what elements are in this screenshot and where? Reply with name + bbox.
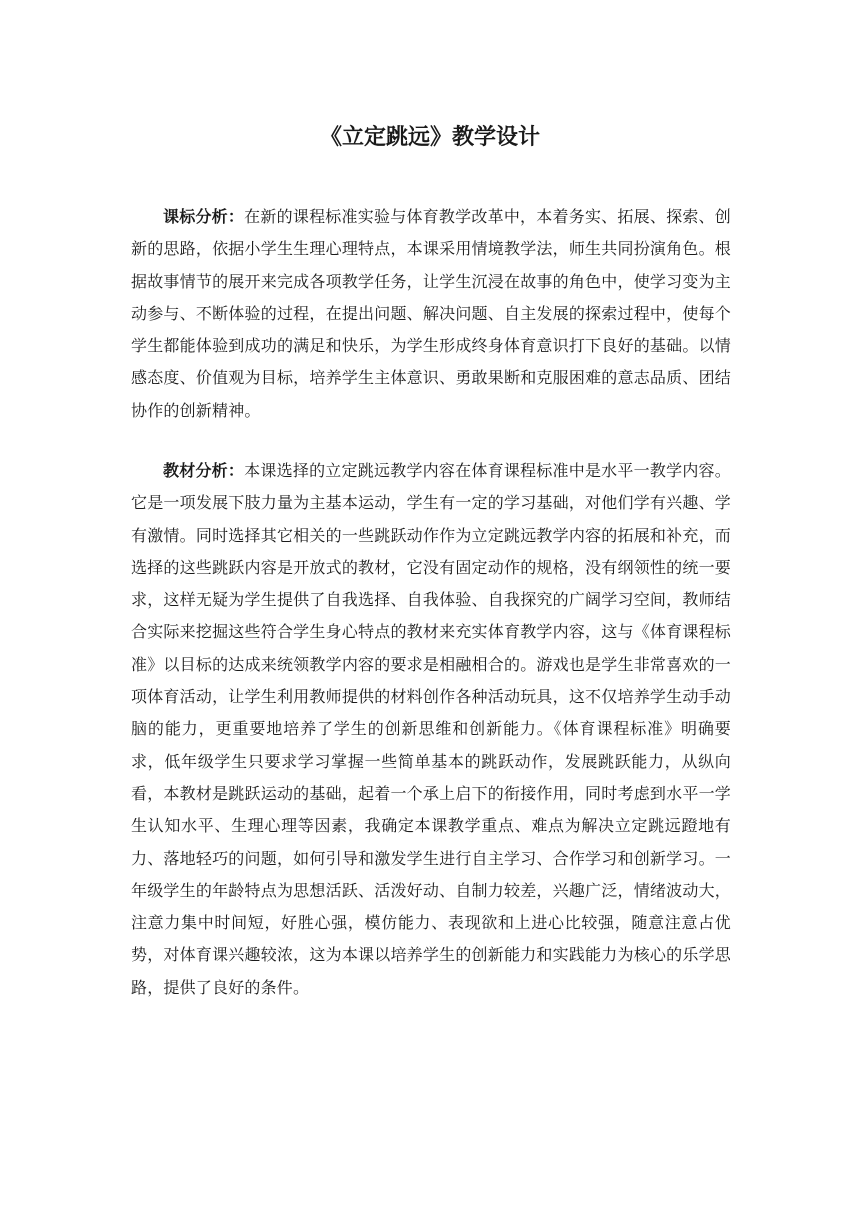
paragraph-text-textbook-analysis: 本课选择的立定跳远教学内容在体育课程标准中是水平一教学内容。它是一项发展下肢力量为主基本运动，学生有一定的学习基础，对他们学有兴趣、学有激情。同时选择其它相关的一些跳跃动作作为立定跳远教学内容的拓展和补充，而选择的这些跳跃内容是开放式的教材，它没有固定动作的规格，没有纲领性的统一要求，这样无疑为学生提供了自我选择、自我体验、自我探究的广阔学习空间，教师结合实际来挖掘这些符合学生身心特点的教材来充实体育教学内容，这与《体育课程标准》以目标的达成来统领教学内容的要求是相融相合的。游戏也是学生非常喜欢的一项体育活动，让学生利用教师提供的材料创作各种活动玩具，这不仅培养学生动手动脑的能力，更重要地培养了学生的创新思维和创新能力。《体育课程标准》明确要求，低年级学生只要求学习掌握一些简单基本的跳跃动作，发展跳跃能力，从纵向看，本教材是跳跃运动的基础，起着一个承上启下的衔接作用，同时考虑到水平一学生认知水平、生理心理等因素，我确定本课教学重点、难点为解决立定跳远蹬地有力、落地轻巧的问题，如何引导和激发学生进行自主学习、合作学习和创新学习。一年级学生的年龄特点为思想活跃、活泼好动、自制力较差，兴趣广泛，情绪波动大，注意力集中时间短，好胜心强，模仿能力、表现欲和上进心比较强，随意注意占优势，对体育课兴趣较浓，这为本课以培养学生的创新能力和实践能力为核心的乐学思路，提供了良好的条件。 (131, 461, 731, 997)
paragraph-textbook-analysis (131, 455, 731, 1004)
document-title: 《立定跳远》教学设计 (319, 125, 540, 150)
paragraph-curriculum-analysis (131, 201, 731, 427)
paragraph-lead-textbook-analysis: 教材分析： (163, 461, 245, 480)
paragraph-lead-curriculum-analysis: 课标分析： (163, 207, 245, 226)
paragraph-text-curriculum-analysis: 在新的课程标准实验与体育教学改革中，本着务实、拓展、探索、创新的思路，依据小学生生理心理特点，本课采用情境教学法，师生共同扮演角色。根据故事情节的展开来完成各项教学任务，让学生沉浸在故事的角色中，使学习变为主动参与、不断体验的过程，在提出问题、解决问题、自主发展的探索过程中，使每个学生都能体验到成功的满足和快乐，为学生形成终身体育意识打下良好的基础。以情感态度、价值观为目标，培养学生主体意识、勇敢果断和克服困难的意志品质、团结协作的创新精神。 (131, 207, 731, 420)
